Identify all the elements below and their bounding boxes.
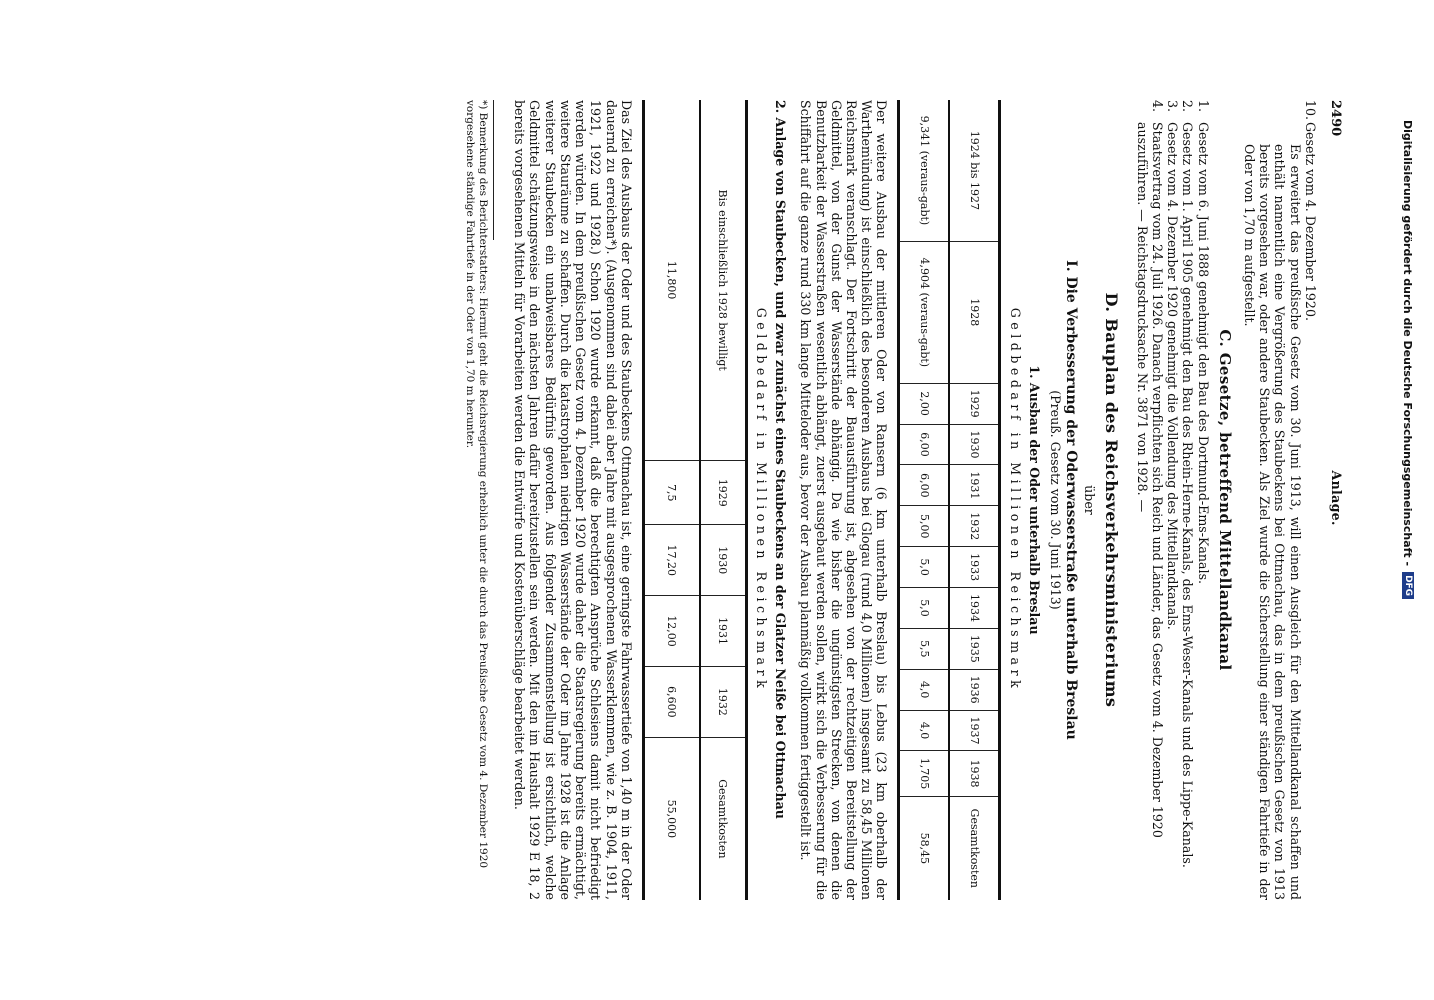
section-d-subtitle-paren: (Preuß. Gesetz vom 30. Juni 1913) bbox=[1047, 390, 1063, 610]
table-header-cell: 1930 bbox=[700, 525, 747, 596]
table-cell: 4,0 bbox=[899, 710, 950, 751]
item-10 bbox=[1242, 100, 1318, 900]
section-c-item-text: Gesetz vom 1. April 1905 genehmigt den Bau des Rhein-Herne-Kanals, des Ems-Weser-Kanals und des Lippe-Kanals. bbox=[1180, 122, 1196, 868]
section-d-ueber: über bbox=[1082, 485, 1098, 515]
part-1-heading: 1. Ausbau der Oder unterhalb Breslau bbox=[1026, 365, 1042, 635]
table-cell: 58,45 bbox=[899, 796, 950, 900]
section-c-item bbox=[1180, 100, 1195, 900]
section-c-item bbox=[1165, 100, 1180, 900]
table-header-cell: 1933 bbox=[949, 547, 1000, 588]
table-header-cell: Gesamtkosten bbox=[949, 796, 1000, 900]
table-header-row bbox=[700, 100, 747, 900]
footnote-rule bbox=[493, 100, 494, 240]
table-header-cell: 1936 bbox=[949, 669, 1000, 710]
table-header-cell: 1934 bbox=[949, 588, 1000, 629]
page-header bbox=[1328, 100, 1344, 900]
table-cell: 5,0 bbox=[899, 547, 950, 588]
section-c-list bbox=[1135, 100, 1211, 900]
table-cell: 4,904 (veraus-gabt) bbox=[899, 241, 950, 383]
table-header-cell: 1932 bbox=[700, 666, 747, 737]
paragraph-ausbau: Der weitere Ausbau der mittleren Oder von Ransern (6 km unterhalb Breslau) bis Lebus (23 km oberhalb der Warthemündung) ist einschließlich des besonderen Ausbaus bei Glogau (rund 4,0 Millionen) insgesamt zu 58,45 Millionen Reichsmark veranschlagt. Der Fortschritt der Bauausführung ist, abgesehen von der rechtzeitigen Bereitstellung der Geldmittel, von der Gunst der Wasserstände abhängig. Da wie bisher die ungünstigsten Strecken, von denen die Benutzbarkeit der Wasserstraßen wesentlich abhängt, zuerst ausgebaut werden sollen, wirkt sich die Verbesserung für die Schiffahrt auf die ganze rund 330 km lange Mitteloder aus, bevor der Ausbau planmäßig vollkommen fertiggestellt ist. bbox=[798, 100, 890, 900]
item-10-text: Es erweitert das preußische Gesetz vom 30. Juni 1913, will einen Ausgleich für den Mittellandkanal schaffen und enthält namentlich eine Vergrößerung des Staubeckens bei Ottmachau, das in dem preußischen Gesetz von 1913 bereits vorgesehen war, oder andere Staubecken. Als Ziel wurde die Sicherstellung einer ständigen Fahrtiefe in der Oder von 1,70 m aufgestellt. bbox=[1241, 144, 1303, 900]
section-c-item-text: Gesetz vom 6. Juni 1888 genehmigt den Bau des Dortmund-Ems-Kanals. bbox=[1195, 122, 1211, 585]
table-header-row bbox=[949, 100, 1000, 900]
table-cell: 5,00 bbox=[899, 506, 950, 547]
table-cell: 7,5 bbox=[643, 461, 700, 525]
table-cell: 6,600 bbox=[643, 666, 700, 737]
part-2-heading: 2. Anlage von Staubecken, und zwar zunächst eines Staubeckens an der Glatzer Neiße bei Ottmachau bbox=[773, 100, 789, 819]
table-header-cell: 1938 bbox=[949, 751, 1000, 796]
table-header-cell: 1928 bbox=[949, 241, 1000, 383]
digitization-credit bbox=[1396, 120, 1420, 880]
running-title: Anlage. bbox=[1329, 470, 1344, 526]
table-header-cell: 1924 bis 1927 bbox=[967, 130, 981, 210]
section-c-item-number: 2. bbox=[1180, 100, 1196, 113]
table-row bbox=[899, 100, 950, 900]
footnote: *) Bemerkung des Berichterstatters: Hiermit geht die Reichsregierung erheblich unter die durch das Preußische Gesetz vom 4. Dezember 1920 vorgesehene ständige Fahrtiefe in der Oder von 1,70 m herunter. bbox=[464, 100, 490, 869]
dfg-logo: DFG bbox=[1402, 572, 1414, 599]
section-c-item bbox=[1135, 100, 1165, 900]
section-c-item-number: 1. bbox=[1195, 100, 1211, 113]
table-header-cell: 1932 bbox=[949, 506, 1000, 547]
table-cell: 55,000 bbox=[643, 737, 700, 900]
section-d-subtitle: I. Die Verbesserung der Oderwasserstraße unterhalb Breslau bbox=[1063, 260, 1080, 740]
money-caption-2: Geldbedarf in Millionen Reichsmark bbox=[753, 307, 769, 693]
table-header-cell: 1937 bbox=[949, 710, 1000, 751]
table-cell: 4,0 bbox=[899, 669, 950, 710]
table-cell: 1,705 bbox=[899, 751, 950, 796]
digitization-credit-text: Digitalisierung gefördert durch die Deutsche Forschungsgemeinschaft - bbox=[1401, 120, 1415, 567]
section-d-title: D. Bauplan des Reichsverkehrsministeriums bbox=[1101, 292, 1121, 708]
section-c-item-text: Staatsvertrag vom 24. Juli 1926. Danach verpflichten sich Reich und Länder, das Gesetz vom 4. Dezember 1920 auszuführen. — Reichstagsdrucksache Nr. 3871 von 1928. — bbox=[1134, 122, 1165, 838]
section-c-item bbox=[1195, 100, 1210, 900]
item-10-number: 10. bbox=[1302, 100, 1318, 121]
item-10-first-line: Gesetz vom 4. Dezember 1920. bbox=[1302, 122, 1318, 321]
table-cell: 11,800 bbox=[665, 260, 679, 300]
money-caption-1: Geldbedarf in Millionen Reichsmark bbox=[1007, 307, 1023, 693]
table-header-cell: 1935 bbox=[949, 628, 1000, 669]
table-cell: 5,5 bbox=[899, 628, 950, 669]
table-row bbox=[643, 100, 700, 900]
section-c-item-number: 3. bbox=[1165, 100, 1181, 113]
table-cell: 5,0 bbox=[899, 588, 950, 629]
table-header-cell: 1931 bbox=[949, 465, 1000, 506]
table-header-cell: 1929 bbox=[700, 461, 747, 525]
table-cell: 9,341 (veraus-gabt) bbox=[917, 115, 931, 226]
document-page bbox=[34, 100, 1344, 900]
section-c-title: C. Gesetze, betreffend Mittellandkanal bbox=[1215, 329, 1234, 671]
table-cell: 12,00 bbox=[643, 596, 700, 667]
table-geldbedarf-staubecken bbox=[642, 100, 748, 900]
table-header-cell: 1930 bbox=[949, 424, 1000, 465]
table-cell: 2,00 bbox=[899, 383, 950, 424]
table-cell: 17,20 bbox=[643, 525, 700, 596]
section-c-item-text: Gesetz vom 4. Dezember 1920 genehmigt die Vollendung des Mittellandkanals. bbox=[1165, 122, 1181, 630]
table-geldbedarf-ausbau bbox=[897, 100, 1001, 900]
table-header-cell: 1929 bbox=[949, 383, 1000, 424]
table-header-cell: 1931 bbox=[700, 596, 747, 667]
table-header-cell: Gesamtkosten bbox=[700, 737, 747, 900]
page-number: 2490 bbox=[1328, 100, 1343, 137]
table-header-cell: Bis einschließlich 1928 bewilligt bbox=[716, 189, 730, 371]
paragraph-staubecken: Das Ziel des Ausbaus der Oder und des Staubeckens Ottmachau ist, eine geringste Fahrwassertiefe von 1,40 m in der Oder dauernd zu erreichen*). (Ausgenommen sind dabei aber Jahre mit ausgesprochenen Wasserklemmen, wie z. B. 1904, 1911, 1921, 1922 und 1928.) Schon 1920 wurde erkannt, daß die berechtigten Ansprüche Schlesiens damit nicht befriedigt werden würden. In dem preußischen Gesetz vom 4. Dezember 1920 wurde daher die Staatsregierung bereits ermächtigt, weitere Stauräume zu schaffen. Durch die katastrophalen niedrigen Wasserstände der Oder im Jahre 1928 ist die Anlage weiterer Staubecken ein unabweisbares Bedürfnis geworden. Aus folgender Zusammenstellung ist ersichtlich, welche Geldmittel schätzungsweise in den nächsten Jahren dafür bereitzustellen sein werden. Mit den im Haushalt 1929 E 18, 2 bereits vorgesehenen Mitteln für Vorarbeiten werden die Entwürfe und Kostenüberschläge bearbeitet werden. bbox=[512, 100, 634, 900]
item-10-body bbox=[1242, 122, 1318, 900]
table-cell: 6,00 bbox=[899, 424, 950, 465]
section-c-item-number: 4. bbox=[1149, 100, 1165, 113]
table-cell: 6,00 bbox=[899, 465, 950, 506]
